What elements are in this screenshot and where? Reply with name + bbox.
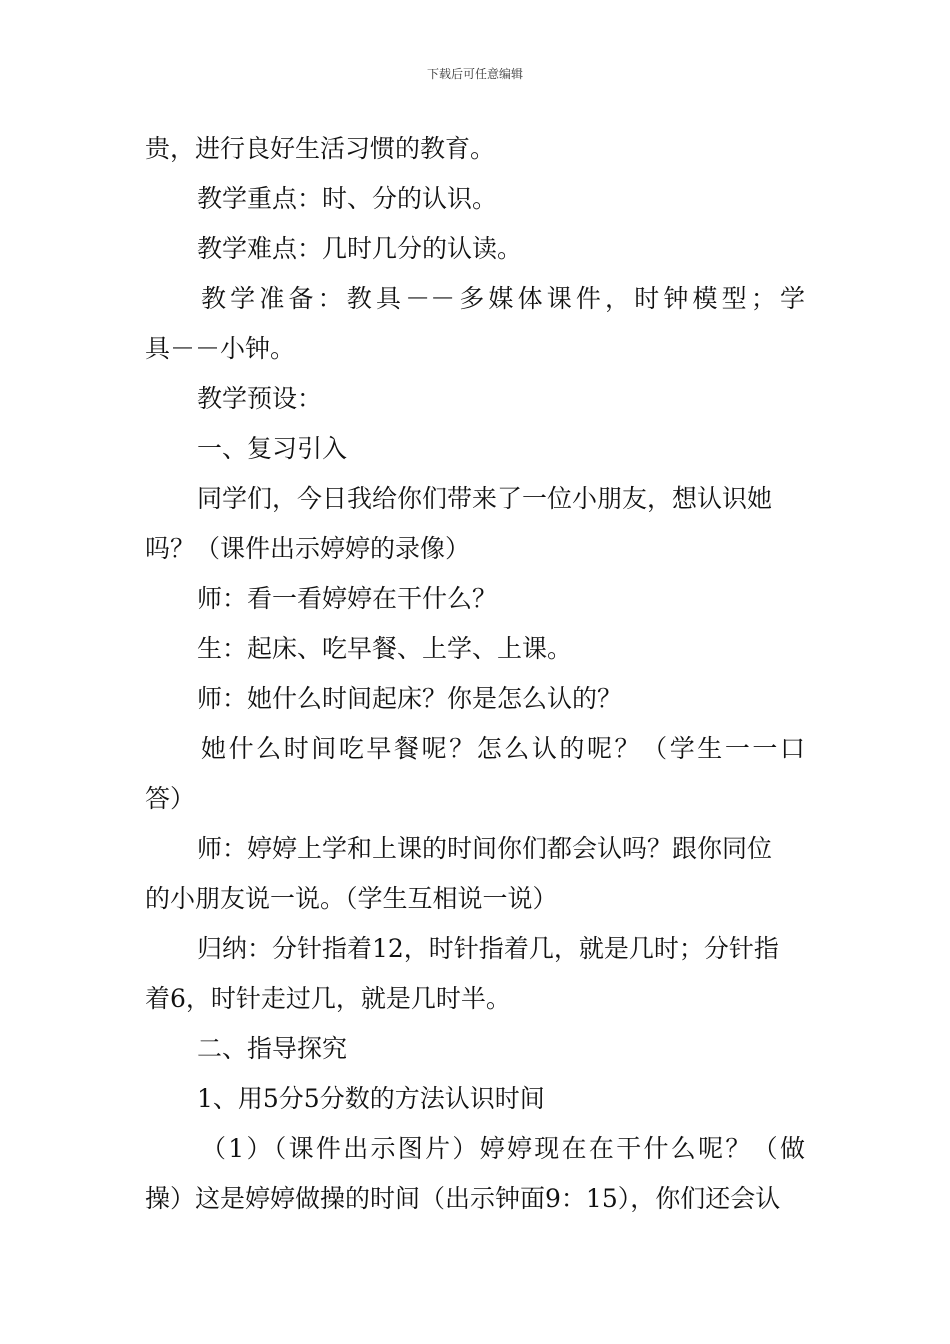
text-line: 吗？（课件出示婷婷的录像） xyxy=(145,534,471,563)
text-line: 的小朋友说一说。（学生互相说一说） xyxy=(145,884,558,913)
text-line: 答） xyxy=(145,784,196,813)
text-line: 教学预设： xyxy=(197,384,323,413)
text-line: （1）（课件出示图片）婷婷现在在干什么呢？（做 xyxy=(201,1134,805,1163)
text-line: 生：起床、吃早餐、上学、上课。 xyxy=(197,634,573,663)
text-line: 着6，时针走过几，就是几时半。 xyxy=(145,984,511,1013)
text-line: 师：她什么时间起床？你是怎么认的？ xyxy=(197,684,623,713)
text-line: 教学准备：教具－－多媒体课件，时钟模型；学 xyxy=(201,284,805,313)
text-line: 归纳：分针指着12，时针指着几，就是几时；分针指 xyxy=(197,934,779,963)
page-header: 下载后可任意编辑 xyxy=(426,67,523,81)
document-body xyxy=(145,124,805,1224)
text-line: 师：看一看婷婷在干什么？ xyxy=(197,584,498,613)
text-line: 同学们，今日我给你们带来了一位小朋友，想认识她 xyxy=(197,484,773,513)
text-line: 贵，进行良好生活习惯的教育。 xyxy=(145,134,496,163)
section-heading: 二、指导探究 xyxy=(197,1034,348,1063)
text-line: 教学重点：时、分的认识。 xyxy=(197,184,498,213)
text-line: 操）这是婷婷做操的时间（出示钟面9：15），你们还会认 xyxy=(145,1184,781,1213)
text-line: 具－－小钟。 xyxy=(145,334,296,363)
text-line: 1、用5分5分数的方法认识时间 xyxy=(197,1084,545,1113)
text-line: 师：婷婷上学和上课的时间你们都会认吗？跟你同位 xyxy=(197,834,773,863)
text-line: 她什么时间吃早餐呢？怎么认的呢？（学生一一口 xyxy=(201,734,805,763)
text-line: 教学难点：几时几分的认读。 xyxy=(197,234,523,263)
section-heading: 一、复习引入 xyxy=(197,434,348,463)
